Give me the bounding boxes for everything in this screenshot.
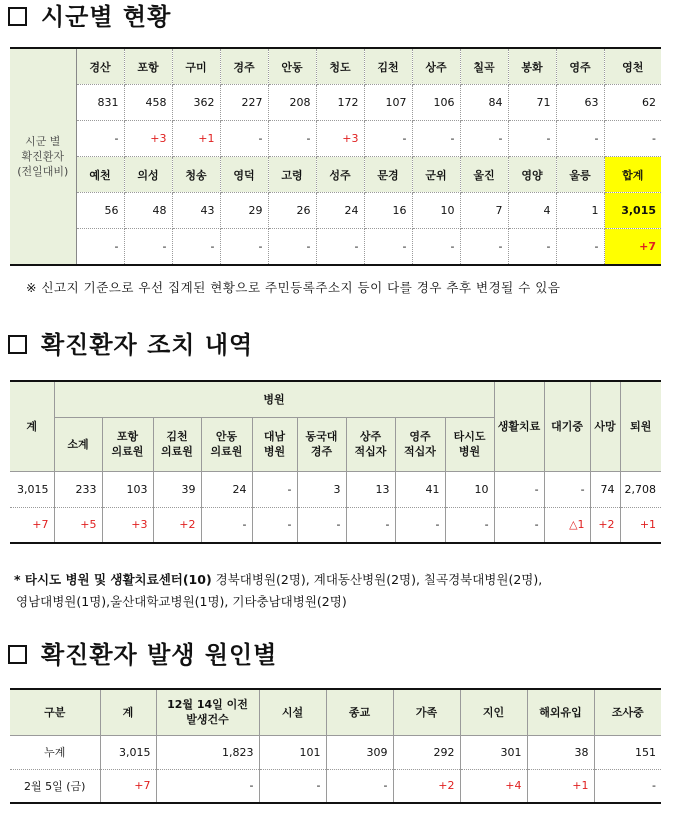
- region-name: 김천: [364, 48, 412, 85]
- treatment-change-cell: -: [346, 507, 395, 543]
- region-change: +3: [124, 121, 172, 157]
- cause-header: 계: [100, 689, 156, 735]
- treatment-change-cell: +7: [10, 507, 54, 543]
- note-line2: 영남대병원(1명),울산대학교병원(1명), 기타충남대병원(2명): [16, 594, 347, 609]
- cause-header: 지인: [460, 689, 527, 735]
- grand-total-label: 합계: [604, 157, 661, 193]
- hospital-header: 타시도 병원: [445, 417, 494, 471]
- region-change: -: [460, 229, 508, 266]
- region-name: 예천: [76, 157, 124, 193]
- region-change: -: [604, 121, 661, 157]
- region-table: [10, 47, 661, 266]
- treatment-total-cell: 39: [153, 471, 201, 507]
- region-total: 208: [268, 85, 316, 121]
- region-name: 군위: [412, 157, 460, 193]
- region-total: 26: [268, 193, 316, 229]
- treatment-total-cell: 2,708: [620, 471, 661, 507]
- cause-row-label: 누계: [10, 735, 100, 769]
- region-change: -: [412, 121, 460, 157]
- treatment-change-cell: +2: [590, 507, 620, 543]
- region-name: 영천: [604, 48, 661, 85]
- region-name: 청도: [316, 48, 364, 85]
- cause-cell: +7: [100, 769, 156, 803]
- cause-header: 12월 14일 이전 발생건수: [156, 689, 259, 735]
- treatment-change-cell: +1: [639, 518, 657, 532]
- region-total: 71: [508, 85, 556, 121]
- region-total: 16: [364, 193, 412, 229]
- region-change: -: [124, 229, 172, 266]
- region-change: -: [364, 121, 412, 157]
- treatment-change-cell: -: [201, 507, 252, 543]
- grand-total-value: 3,015: [604, 193, 661, 229]
- cause-header: 구분: [10, 689, 100, 735]
- region-change: -: [460, 121, 508, 157]
- discharged-header: 퇴원: [620, 381, 661, 471]
- cause-header: 해외유입: [527, 689, 594, 735]
- region-total: 1: [556, 193, 604, 229]
- square-bullet-icon: [8, 645, 27, 664]
- region-name: 칠곡: [460, 48, 508, 85]
- treatment-change-cell: -: [252, 507, 297, 543]
- cause-header: 가족: [393, 689, 460, 735]
- region-change: -: [556, 121, 604, 157]
- region-total: 362: [172, 85, 220, 121]
- treatment-total-cell: -: [494, 471, 544, 507]
- treatment-total-cell: 10: [445, 471, 494, 507]
- cause-header: 시설: [259, 689, 326, 735]
- treatment-change-cell: -: [494, 507, 544, 543]
- cause-cell: 301: [460, 735, 527, 769]
- region-name: 영덕: [220, 157, 268, 193]
- region-name: 청송: [172, 157, 220, 193]
- region-total: 227: [220, 85, 268, 121]
- region-note: ※ 신고지 기준으로 우선 집계된 현황으로 주민등록주소지 등이 다를 경우 추후 변경될 수 있음: [26, 280, 561, 295]
- region-total: 106: [412, 85, 460, 121]
- treatment-center-header: 생활치료: [494, 381, 544, 471]
- region-change: -: [268, 121, 316, 157]
- region-total: 7: [460, 193, 508, 229]
- region-name: 울진: [460, 157, 508, 193]
- deaths-header: 사망: [590, 381, 620, 471]
- region-row-label-text: 시군 별 확진환자 (전일대비): [17, 135, 69, 178]
- hospital-group-header: 병원: [54, 381, 494, 417]
- hospital-header: 대남 병원: [252, 417, 297, 471]
- region-name: 상주: [412, 48, 460, 85]
- region-total: 84: [460, 85, 508, 121]
- region-name: 경산: [76, 48, 124, 85]
- region-name: 의성: [124, 157, 172, 193]
- region-total: 63: [556, 85, 604, 121]
- note-rest-text: 경북대병원(2명), 계대동산병원(2명), 칠곡경북대병원(2명),: [211, 572, 543, 587]
- region-name: 울릉: [556, 157, 604, 193]
- region-total: 172: [316, 85, 364, 121]
- treatment-total-cell: 74: [590, 471, 620, 507]
- hospital-header: 소계: [54, 417, 102, 471]
- cause-header: 조사중: [594, 689, 661, 735]
- region-name: 성주: [316, 157, 364, 193]
- cause-cell: 101: [259, 735, 326, 769]
- treatment-total-cell: 24: [201, 471, 252, 507]
- region-total: 62: [604, 85, 661, 121]
- cause-cell: 292: [393, 735, 460, 769]
- hospital-header: 동국대 경주: [297, 417, 346, 471]
- region-total: 10: [412, 193, 460, 229]
- treatment-total-cell: 13: [346, 471, 395, 507]
- cause-cell: +2: [393, 769, 460, 803]
- treatment-change-cell: △1: [544, 507, 590, 543]
- region-change: +1: [172, 121, 220, 157]
- region-change: -: [172, 229, 220, 266]
- cause-cell: 3,015: [100, 735, 156, 769]
- region-change: +3: [316, 121, 364, 157]
- region-name: 영양: [508, 157, 556, 193]
- region-change: -: [76, 229, 124, 266]
- region-total: 56: [76, 193, 124, 229]
- cause-cell: +4: [460, 769, 527, 803]
- region-name: 고령: [268, 157, 316, 193]
- cause-cell: 151: [594, 735, 661, 769]
- hospital-header: 안동 의료원: [201, 417, 252, 471]
- treatment-total-cell: 103: [102, 471, 153, 507]
- treatment-change-cell: -: [297, 507, 346, 543]
- treatment-total-cell: 233: [54, 471, 102, 507]
- region-total: 107: [364, 85, 412, 121]
- hospital-header: 상주 적십자: [346, 417, 395, 471]
- region-name: 문경: [364, 157, 412, 193]
- region-change: -: [508, 229, 556, 266]
- region-change: -: [412, 229, 460, 266]
- cause-table: [10, 688, 661, 804]
- region-name: 안동: [268, 48, 316, 85]
- region-row-label: [10, 48, 76, 265]
- hospital-header: 영주 적십자: [395, 417, 445, 471]
- region-name: 봉화: [508, 48, 556, 85]
- region-name: 포항: [124, 48, 172, 85]
- treatment-note: [14, 569, 542, 613]
- region-name: 경주: [220, 48, 268, 85]
- cause-cell: 38: [527, 735, 594, 769]
- section1-title: 시군별 현황: [8, 2, 171, 32]
- cause-cell: +1: [527, 769, 594, 803]
- hospital-header: 포항 의료원: [102, 417, 153, 471]
- region-total: 43: [172, 193, 220, 229]
- region-total: 4: [508, 193, 556, 229]
- cause-row-label: 2월 5일 (금): [10, 769, 100, 803]
- treatment-change-cell: -: [445, 507, 494, 543]
- region-change: -: [556, 229, 604, 266]
- cause-cell: -: [652, 779, 656, 793]
- treatment-table: [10, 380, 661, 544]
- treatment-total-cell: 41: [395, 471, 445, 507]
- treatment-total-cell: -: [252, 471, 297, 507]
- cause-cell: 309: [326, 735, 393, 769]
- treatment-total-cell: 3,015: [10, 471, 54, 507]
- region-name: 영주: [556, 48, 604, 85]
- region-change: -: [508, 121, 556, 157]
- region-name: 구미: [172, 48, 220, 85]
- region-change: -: [316, 229, 364, 266]
- grand-total-change: +7: [604, 229, 661, 266]
- square-bullet-icon: [8, 335, 27, 354]
- treatment-change-cell: +3: [102, 507, 153, 543]
- region-change: -: [268, 229, 316, 266]
- region-total: 29: [220, 193, 268, 229]
- region-total: 831: [76, 85, 124, 121]
- cause-cell: -: [156, 769, 259, 803]
- total-header: 계: [10, 381, 54, 471]
- treatment-change-cell: -: [395, 507, 445, 543]
- square-bullet-icon: [8, 7, 27, 26]
- treatment-total-cell: -: [544, 471, 590, 507]
- region-change: -: [220, 121, 268, 157]
- cause-cell: -: [326, 769, 393, 803]
- treatment-change-cell: +5: [54, 507, 102, 543]
- section2-title: 확진환자 조치 내역: [8, 330, 253, 360]
- cause-cell: 1,823: [156, 735, 259, 769]
- treatment-total-cell: 3: [297, 471, 346, 507]
- region-total: 24: [316, 193, 364, 229]
- region-change: -: [364, 229, 412, 266]
- hospital-header: 김천 의료원: [153, 417, 201, 471]
- cause-cell: -: [259, 769, 326, 803]
- region-change: -: [76, 121, 124, 157]
- note-bold-text: * 타시도 병원 및 생활치료센터(10): [14, 572, 212, 587]
- section3-title: 확진환자 발생 원인별: [8, 640, 277, 670]
- cause-header: 종교: [326, 689, 393, 735]
- waiting-header: 대기중: [544, 381, 590, 471]
- region-total: 48: [124, 193, 172, 229]
- region-total: 458: [124, 85, 172, 121]
- treatment-change-cell: +2: [153, 507, 201, 543]
- region-change: -: [220, 229, 268, 266]
